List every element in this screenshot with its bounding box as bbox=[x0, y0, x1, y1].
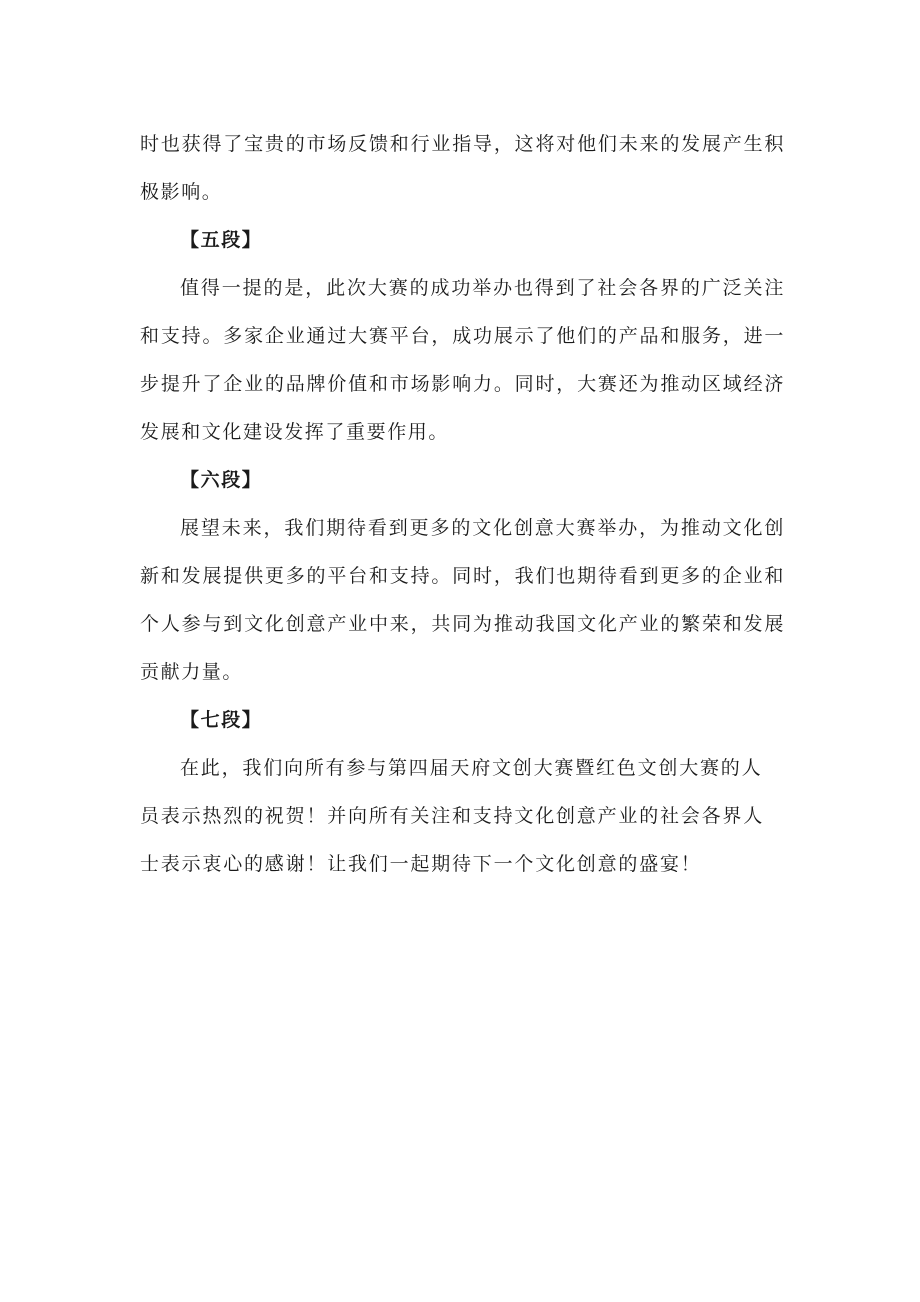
section-heading-6: 【六段】 bbox=[180, 469, 263, 491]
paragraph-section-6: 展望未来，我们期待看到更多的文化创意大赛举办，为推动文化创新和发展提供更多的平台和支持。同时，我们也期待看到更多的企业和个人参与到文化创意产业中来，共同为推动我国文化产业的繁荣和发展贡献力量。 bbox=[140, 517, 785, 683]
paragraph-continuation: 时也获得了宝贵的市场反馈和行业指导，这将对他们未来的发展产生积极影响。 bbox=[140, 133, 785, 203]
section-heading-7: 【七段】 bbox=[180, 709, 263, 731]
section-heading-5: 【五段】 bbox=[180, 229, 263, 251]
paragraph-section-7 bbox=[140, 744, 785, 888]
closing-line-3: 士表示衷心的感谢！让我们一起期待下一个文化创意的盛宴！ bbox=[140, 853, 702, 875]
closing-line-1: 在此，我们向所有参与第四届天府文创大赛暨红色文创大赛的人 bbox=[180, 757, 763, 779]
paragraph-section-5: 值得一提的是，此次大赛的成功举办也得到了社会各界的广泛关注和支持。多家企业通过大赛平台，成功展示了他们的产品和服务，进一步提升了企业的品牌价值和市场影响力。同时，大赛还为推动区域经济发展和文化建设发挥了重要作用。 bbox=[140, 277, 785, 443]
document-content bbox=[140, 120, 785, 888]
closing-line-2: 员表示热烈的祝贺！并向所有关注和支持文化创意产业的社会各界人 bbox=[140, 805, 765, 827]
